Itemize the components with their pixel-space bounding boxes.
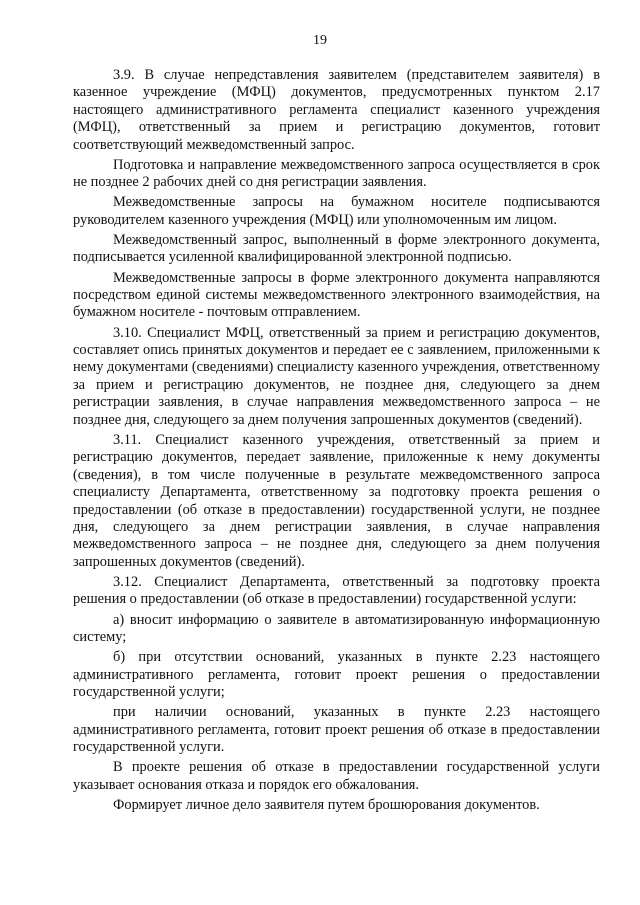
- paragraph-3-11: 3.11. Специалист казенного учреждения, ответственный за прием и регистрацию документов, передает заявление, приложенные к нему документы (сведения), в том числе полученные в результате межведомственного запроса специалисту Департамента, ответственному за подготовку проекта решения о предоставлении (об отказе в предоставлении) государственной услуги, не позднее дня, следующего за днем регистрации заявления, в случае направления межведомственного запроса – не позднее дня, следующего за днем получения запрошенных документов (сведений).: [73, 431, 600, 570]
- paragraph-paper-requests: Межведомственные запросы на бумажном носителе подписываются руководителем казенного учреждения (МФЦ) или уполномоченным им лицом.: [73, 194, 600, 228]
- document-body: [73, 67, 600, 817]
- paragraph-refusal-grounds: при наличии оснований, указанных в пункте 2.23 настоящего административного регламента, готовит проект решения об отказе в предоставлении государственной услуги.: [73, 704, 600, 755]
- page-number: 19: [313, 33, 327, 48]
- paragraph-3-12: 3.12. Специалист Департамента, ответственный за подготовку проекта решения о предоставлении (об отказе в предоставлении) государственной услуги:: [73, 573, 600, 608]
- paragraph-electronic-signature: Межведомственный запрос, выполненный в форме электронного документа, подписывается усиленной квалифицированной электронной подписью.: [73, 232, 600, 266]
- paragraph-3-9: 3.9. В случае непредставления заявителем (представителем заявителя) в казенное учреждение (МФЦ) документов, предусмотренных пунктом 2.17 настоящего административного регламента специалист казенного учреждения (МФЦ), ответственный за прием и регистрацию документов, готовит соответствующий межведомственный запрос.: [73, 67, 600, 153]
- paragraph-request-deadline: Подготовка и направление межведомственного запроса осуществляется в срок не позднее 2 рабочих дней со дня регистрации заявления.: [73, 156, 600, 191]
- paragraph-personal-file: Формирует личное дело заявителя путем брошюрования документов.: [113, 796, 540, 813]
- paragraph-item-a: а) вносит информацию о заявителе в автоматизированную информационную систему;: [73, 611, 600, 645]
- paragraph-refusal-draft: В проекте решения об отказе в предоставлении государственной услуги указывает основания отказа и порядок его обжалования.: [73, 759, 600, 793]
- paragraph-request-delivery: Межведомственные запросы в форме электронного документа направляются посредством единой системы межведомственного электронного взаимодействия, на бумажном носителе - почтовым отправлением.: [73, 269, 600, 321]
- paragraph-3-10: 3.10. Специалист МФЦ, ответственный за прием и регистрацию документов, составляет опись принятых документов и передает ее с заявлением, приложенными к нему документами (сведениями) специалисту казенного учреждения, ответственному за прием и регистрацию документов, не позднее дня, следующего за днем регистрации заявления, в случае направления межведомственного запроса – не позднее дня, следующего за днем получения запрошенных документов (сведений).: [73, 324, 600, 428]
- paragraph-item-b: б) при отсутствии оснований, указанных в пункте 2.23 настоящего административного регламента, готовит проект решения о предоставлении государственной услуги;: [73, 649, 600, 700]
